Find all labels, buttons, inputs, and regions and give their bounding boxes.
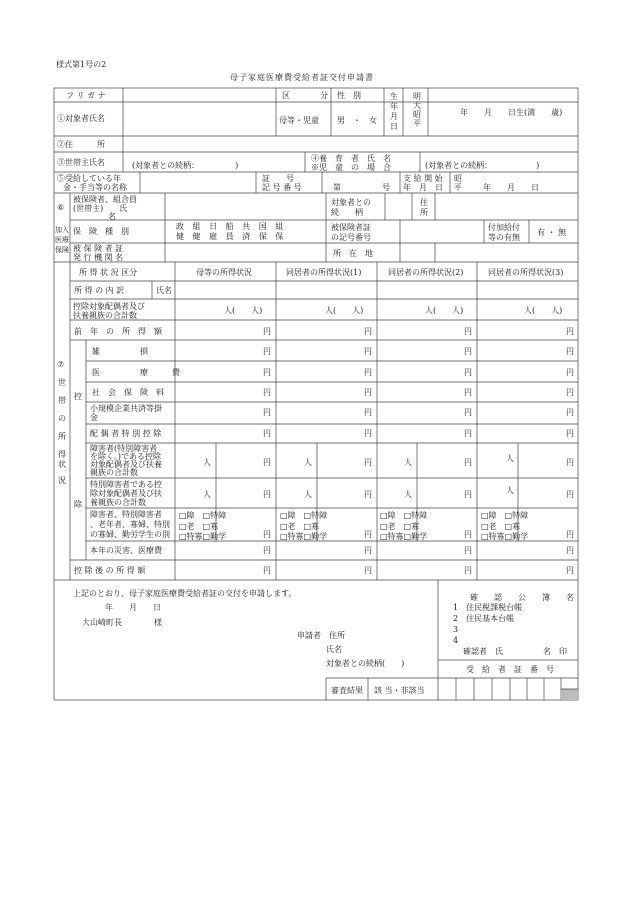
birth-label-4: 日 — [390, 122, 398, 131]
disabled-label-2: を除く。)である控除 — [90, 452, 161, 461]
form-title: 母子家庭医療費受給者証交付申請書 — [230, 73, 374, 82]
yen-cell[interactable]: 円 — [263, 530, 271, 539]
income-side-2: 世 — [58, 378, 66, 387]
insurance-kind-label: 保 険 種 別 — [73, 227, 129, 236]
disaster-label: 本年の災害、医療費 — [90, 546, 162, 555]
ins-cert-1: 被保険者証 — [331, 223, 371, 232]
checkbox-group[interactable]: □障 □特障 — [280, 511, 328, 520]
yen-cell[interactable]: 円 — [566, 546, 574, 555]
column-cohabitant-1: 同居者の所得状況(1) — [286, 268, 362, 277]
checkbox-group[interactable]: □老 □寡 — [280, 522, 320, 531]
ins-cert-2: の記号番号 — [331, 233, 371, 242]
yen-cell[interactable]: 円 — [364, 408, 372, 417]
form-number: 様式第1号の2 — [56, 60, 107, 69]
cert-go: 号 — [382, 183, 390, 192]
yen-cell[interactable]: 円 — [464, 347, 472, 356]
yen-cell[interactable]: 円 — [263, 490, 271, 499]
birth-label-3: 月 — [390, 112, 398, 121]
confirm-label: 確 認 公 簿 名 — [470, 593, 574, 602]
dependents-col1[interactable]: 人( 人) — [224, 306, 263, 315]
insurance-side-3: 保険 — [55, 246, 69, 254]
era-meiji: 明 — [413, 92, 421, 101]
yen-cell[interactable]: 円 — [566, 458, 574, 467]
yen-cell[interactable]: 円 — [566, 327, 574, 336]
yen-cell[interactable]: 円 — [263, 408, 271, 417]
cert-dai: 第 — [333, 183, 341, 192]
ins-addr-1: 住 — [420, 198, 428, 207]
mayor-address: 大山崎町長 様 — [82, 618, 162, 627]
income-side-3: 帯 — [58, 396, 66, 405]
yen-cell[interactable]: 円 — [364, 490, 372, 499]
disabled-label-4: 親族の合計数 — [90, 468, 138, 477]
after-deduction-label: 控 除 後 の 所 得 額 — [74, 566, 146, 575]
rel-label-1: 対象者との — [331, 198, 371, 207]
person-cell[interactable]: 人 — [304, 490, 312, 499]
target-name-label: ①対象者氏名 — [57, 114, 105, 123]
disabled-label-1: 障害者(特別障害者 — [90, 444, 158, 453]
person-cell[interactable]: 人 — [404, 458, 412, 467]
ledger-3: 3 — [453, 625, 459, 634]
ledger-4: 4 — [453, 636, 459, 645]
householder-label: ③世帯主氏名 — [57, 158, 105, 167]
era-showa-2: 昭 — [454, 174, 462, 183]
person-cell[interactable]: 人 — [203, 490, 211, 499]
issuer-label-2: 発 行 機 関 名 — [73, 253, 124, 262]
issuer-location: 所 在 地 — [333, 249, 373, 258]
checkbox-group[interactable]: □特寡□勤学 — [179, 532, 227, 541]
yen-cell[interactable]: 円 — [263, 327, 271, 336]
misc-label-1: 障害者、特別障害者 — [90, 510, 162, 519]
column-mother: 母等の所得状況 — [196, 268, 252, 277]
yen-cell[interactable]: 円 — [364, 347, 372, 356]
dependents-col3[interactable]: 人( 人) — [425, 306, 464, 315]
yen-cell[interactable]: 円 — [566, 368, 574, 377]
pension-label-2: 金・手当等の名称 — [63, 183, 127, 192]
furigana-label: フ リ ガ ナ — [66, 91, 106, 100]
address-label: ②住 所 — [57, 140, 105, 149]
yen-cell[interactable]: 円 — [566, 530, 574, 539]
column-cohabitant-2: 同居者の所得状況(2) — [388, 268, 464, 277]
yen-cell[interactable]: 円 — [263, 388, 271, 397]
disabled-label-3: 対象配偶者及び扶養 — [90, 460, 162, 469]
pension-label-1: ⑤受給している年 — [57, 174, 121, 183]
income-side-7: 状 — [58, 460, 66, 469]
small-biz-1: 小規模企業共済等掛 — [90, 404, 162, 413]
checkbox-group[interactable]: □老 □寡 — [380, 522, 420, 531]
applicant-address[interactable]: 申請者 住所 — [297, 631, 345, 640]
item-medical: 医 療 費 — [92, 368, 180, 377]
yen-cell[interactable]: 円 — [263, 368, 271, 377]
yen-cell[interactable]: 円 — [364, 368, 372, 377]
deduction-2: 除 — [74, 500, 82, 509]
income-side-4: の — [58, 414, 66, 423]
application-date[interactable]: 年 月 日 — [105, 603, 161, 612]
era-taisho: 大 — [413, 101, 421, 110]
spouse-special-label: 配 偶 者 特 別 控 除 — [90, 429, 162, 438]
start-label-1: 支 給 開 始 — [403, 174, 443, 183]
checkbox-group[interactable]: □特寡□勤学 — [280, 532, 328, 541]
yen-cell[interactable]: 円 — [566, 347, 574, 356]
yen-cell[interactable]: 円 — [364, 546, 372, 555]
insured-label-3: 名 — [108, 212, 116, 221]
extra-value[interactable]: 有 ・ 無 — [537, 228, 567, 237]
person-cell[interactable]: 人 — [404, 490, 412, 499]
dependents-label-2: 扶養親族の合計数 — [73, 311, 137, 320]
era-heisei-2: 平 — [454, 183, 462, 192]
checkbox-group[interactable]: □障 □特障 — [481, 511, 529, 520]
yen-cell[interactable]: 円 — [364, 388, 372, 397]
yen-cell[interactable]: 円 — [263, 347, 271, 356]
checkbox-group[interactable]: □特寡□勤学 — [380, 532, 428, 541]
yen-cell[interactable]: 円 — [364, 327, 372, 336]
income-side-1: ⑦ — [57, 360, 65, 369]
rel-label-2: 続 柄 — [331, 208, 363, 217]
detail-label: 所 得 の 内 訳 — [74, 286, 125, 295]
person-cell[interactable]: 人 — [304, 458, 312, 467]
shaded-cell — [561, 689, 578, 700]
yen-cell[interactable]: 円 — [566, 490, 574, 499]
yen-cell[interactable]: 円 — [464, 546, 472, 555]
yen-cell[interactable]: 円 — [464, 458, 472, 467]
name-label: 氏名 — [156, 286, 172, 295]
dependents-col2[interactable]: 人( 人) — [325, 306, 364, 315]
yen-cell[interactable]: 円 — [566, 429, 574, 438]
misc-label-2: 、老年者、寡婦、特別 — [90, 520, 170, 529]
yen-cell[interactable]: 円 — [464, 368, 472, 377]
applicant-relation[interactable]: 対象者との続柄( ) — [326, 659, 405, 668]
yen-cell[interactable]: 円 — [364, 458, 372, 467]
yen-cell[interactable]: 円 — [464, 327, 472, 336]
yen-cell[interactable]: 円 — [364, 530, 372, 539]
recipient-number-label: 受 給 者 証 番 号 — [466, 665, 554, 674]
insurance-kinds-1[interactable]: 政 組 日 船 共 国 組 — [176, 222, 284, 231]
householder-relation[interactable]: (対象者との続柄： ) — [132, 161, 239, 170]
start-label-2: 年 月 日 — [403, 183, 443, 192]
item-misc-loss: 雑 損 — [92, 347, 148, 356]
issuer-label-1: 被 保 険 者 証 — [73, 244, 124, 253]
sex-label: 性 別 — [337, 91, 361, 100]
yen-cell[interactable]: 円 — [263, 429, 271, 438]
yen-cell[interactable]: 円 — [566, 566, 574, 575]
cert-label-1: 証 号 — [262, 174, 294, 183]
yen-cell[interactable]: 円 — [263, 546, 271, 555]
special-disabled-1: 特別障害者である控 — [90, 480, 162, 489]
yen-cell[interactable]: 円 — [263, 458, 271, 467]
review-value[interactable]: 該 当・非該当 — [374, 686, 425, 695]
sex-value[interactable]: 男 ・ 女 — [337, 116, 377, 125]
status-label: 所 得 状 況 区分 — [79, 268, 138, 277]
era-heisei: 平 — [413, 119, 421, 128]
category-bun: 分 — [320, 91, 328, 100]
column-cohabitant-3: 同居者の所得状況(3) — [488, 268, 564, 277]
category-ku: 区 — [282, 91, 290, 100]
checkbox-group[interactable]: □老 □寡 — [481, 522, 521, 531]
birth-label-2: 年 — [390, 102, 398, 111]
yen-cell[interactable]: 円 — [464, 429, 472, 438]
person-cell[interactable]: 人 — [506, 454, 514, 463]
yen-cell[interactable]: 円 — [364, 566, 372, 575]
guardian-relation[interactable]: (対象者との続柄： ) — [425, 161, 540, 170]
deduction-1: 控 — [74, 392, 82, 401]
income-side-6: 得 — [58, 450, 66, 459]
yen-cell[interactable]: 円 — [464, 566, 472, 575]
birth-format[interactable]: 年 月 日生(満 歳) — [460, 108, 563, 117]
income-side-5: 所 — [58, 432, 66, 441]
person-cell[interactable]: 人 — [506, 486, 514, 495]
ledger-2: 2 住民基本台帳 — [453, 614, 515, 623]
ledger-1: 1 住民税課税台帳 — [453, 603, 523, 612]
ins-addr-2: 所 — [420, 208, 428, 217]
statement: 上記のとおり、母子家庭医療費受給者証の交付を申請します。 — [73, 589, 297, 598]
yen-cell[interactable]: 円 — [464, 408, 472, 417]
yen-cell[interactable]: 円 — [566, 388, 574, 397]
review-label: 審査結果 — [331, 686, 363, 695]
dependents-col4[interactable]: 人( 人) — [524, 306, 563, 315]
dependents-label-1: 控除対象配偶者及び — [73, 302, 145, 311]
applicant-name[interactable]: 氏名 — [326, 645, 342, 654]
era-showa: 昭 — [413, 110, 421, 119]
insurance-no: ⑥ — [57, 203, 65, 212]
checkbox-group[interactable]: □障 □特障 — [179, 511, 227, 520]
misc-label-3: の寡婦、勤労学生の別 — [90, 530, 170, 539]
start-date[interactable]: 年 月 日 — [483, 183, 539, 192]
insurance-side-2: 医療 — [55, 236, 69, 244]
income-side-8: 況 — [58, 476, 66, 485]
insured-label-2: (世帯主) 氏 — [73, 204, 128, 213]
cert-label-2: 記 号 番 号 — [262, 183, 302, 192]
extra-label-2: 等の有無 — [488, 233, 520, 242]
extra-label-1: 付加給付 — [488, 223, 520, 232]
category-value[interactable]: 母等・児童 — [279, 116, 319, 125]
checkbox-group[interactable]: □障 □特障 — [380, 511, 428, 520]
insurance-kinds-2[interactable]: 健 健 雇 員 済 保 保 — [176, 232, 284, 241]
person-cell[interactable]: 人 — [203, 458, 211, 467]
special-disabled-2: 除対象配偶者及び扶 — [90, 489, 162, 498]
small-biz-2: 金 — [90, 413, 98, 422]
yen-cell[interactable]: 円 — [263, 566, 271, 575]
birth-label-1: 生 — [390, 92, 398, 101]
yen-cell[interactable]: 円 — [464, 388, 472, 397]
yen-cell[interactable]: 円 — [566, 408, 574, 417]
checkbox-group[interactable]: □老 □寡 — [179, 522, 219, 531]
guardian-label-1: ④養 育 者 氏 名 — [311, 154, 391, 163]
yen-cell[interactable]: 円 — [364, 429, 372, 438]
yen-cell[interactable]: 円 — [464, 530, 472, 539]
insured-label-1: 被保険者、組合員 — [73, 195, 137, 204]
item-social-insurance: 社 会 保 険 料 — [92, 388, 164, 397]
checkbox-group[interactable]: □特寡□勤学 — [481, 532, 529, 541]
yen-cell[interactable]: 円 — [464, 490, 472, 499]
insurance-side-1: 加入 — [55, 226, 69, 234]
prev-income-label: 前 年 の 所 得 額 — [74, 327, 162, 336]
confirmer-label: 確認者 氏 名 印 — [463, 647, 567, 656]
guardian-label-2: ※児 童 の 場 合 — [311, 163, 391, 172]
special-disabled-3: 養親族の合計数 — [90, 498, 146, 507]
